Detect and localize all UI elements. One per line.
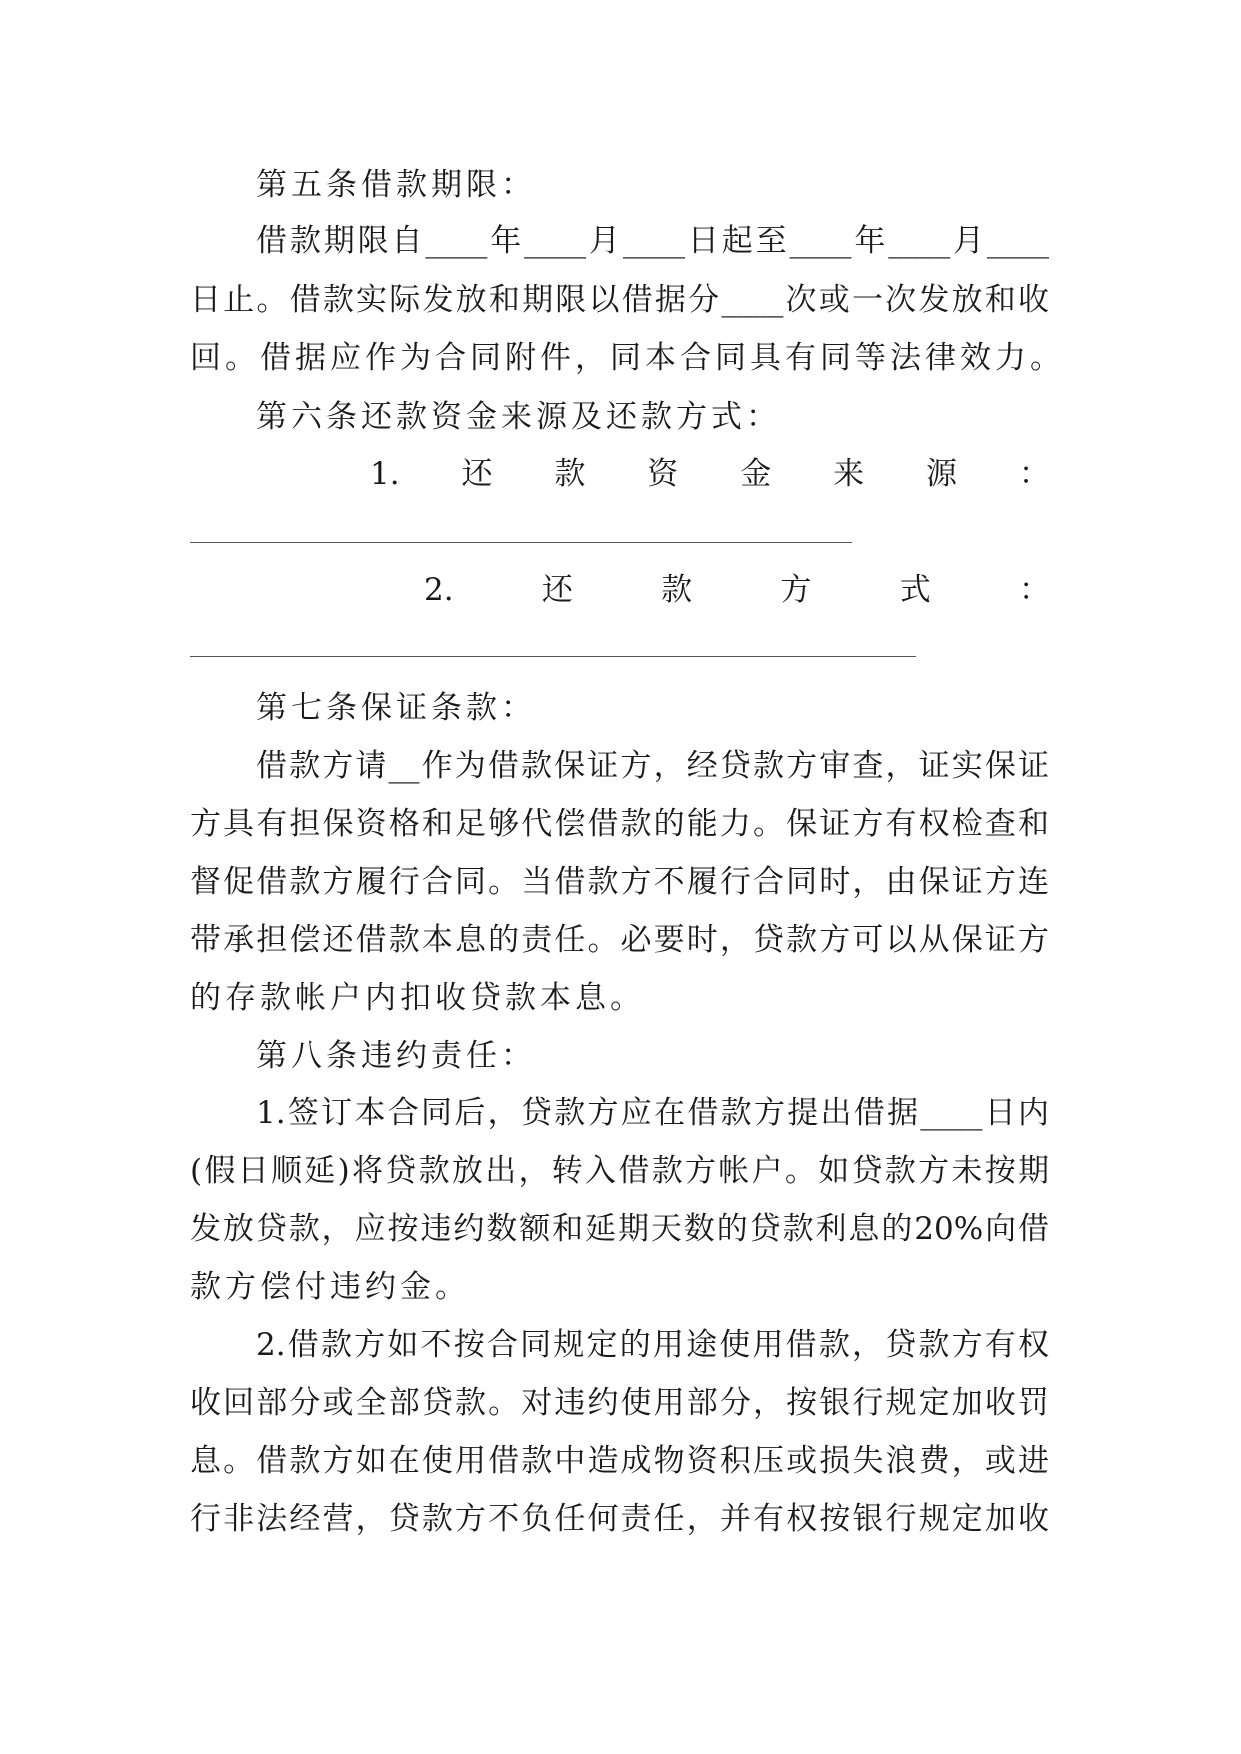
item1-char: 源 <box>926 456 958 492</box>
item1-char: 金 <box>740 456 772 492</box>
item1-number: 1. <box>370 456 400 492</box>
item1-colon: ： <box>1018 456 1050 492</box>
article7-line-4: 带承担偿还借款本息的责任。必要时，贷款方可以从保证方 <box>190 922 1049 958</box>
article8-clause1-line-2: (假日顺延)将贷款放出，转入借款方帐户。如贷款方未按期 <box>190 1153 1049 1189</box>
item2-char: 款 <box>661 572 693 608</box>
article5-line-3: 回。借据应作为合同附件，同本合同具有同等法律效力。 <box>190 340 1065 376</box>
article7-line-3: 督促借款方履行合同。当借款方不履行合同时，由保证方连 <box>190 864 1049 900</box>
item1-char: 来 <box>833 456 865 492</box>
item2-colon: ： <box>1018 572 1050 608</box>
article8-clause1-line-1: 1.签订本合同后，贷款方应在借款方提出借据____日内 <box>256 1095 1049 1131</box>
item2-char: 方 <box>780 572 812 608</box>
article8-heading: 第八条违约责任： <box>256 1038 536 1074</box>
item1-char: 资 <box>647 456 679 492</box>
article8-clause2-line-3: 息。借款方如在使用借款中造成物资积压或损失浪费，或进 <box>190 1443 1049 1479</box>
repayment-source-label <box>370 454 1050 494</box>
article8-clause1-line-4: 款方偿付违约金。 <box>190 1269 470 1305</box>
article5-heading: 第五条借款期限： <box>256 167 536 203</box>
article8-clause2-line-1: 2.借款方如不按合同规定的用途使用借款，贷款方有权 <box>256 1327 1049 1363</box>
item2-char: 还 <box>541 572 573 608</box>
article6-heading: 第六条还款资金来源及还款方式： <box>256 399 781 435</box>
repayment-method-label <box>424 570 1050 610</box>
repayment-source-blank-line <box>190 542 852 543</box>
article7-line-1: 借款方请__作为借款保证方，经贷款方审查，证实保证 <box>256 748 1049 784</box>
article7-line-2: 方具有担保资格和足够代偿借款的能力。保证方有权检查和 <box>190 806 1049 842</box>
item1-char: 还 <box>461 456 493 492</box>
article8-clause1-line-3: 发放贷款，应按违约数额和延期天数的贷款利息的20%向借 <box>190 1211 1049 1247</box>
item2-char: 式 <box>899 572 931 608</box>
item1-char: 款 <box>554 456 586 492</box>
repayment-method-blank-line <box>190 656 916 657</box>
article8-clause2-line-4: 行非法经营，贷款方不负任何责任，并有权按银行规定加收 <box>190 1501 1049 1537</box>
article7-line-5: 的存款帐户内扣收贷款本息。 <box>190 980 645 1016</box>
article8-clause2-line-2: 收回部分或全部贷款。对违约使用部分，按银行规定加收罚 <box>190 1385 1049 1421</box>
article5-line-2: 日止。借款实际发放和期限以借据分____次或一次发放和收 <box>190 282 1049 318</box>
item2-number: 2. <box>424 572 454 608</box>
article7-heading: 第七条保证条款： <box>256 690 536 726</box>
article5-line-1: 借款期限自____年____月____日起至____年____月____ <box>256 223 1049 259</box>
